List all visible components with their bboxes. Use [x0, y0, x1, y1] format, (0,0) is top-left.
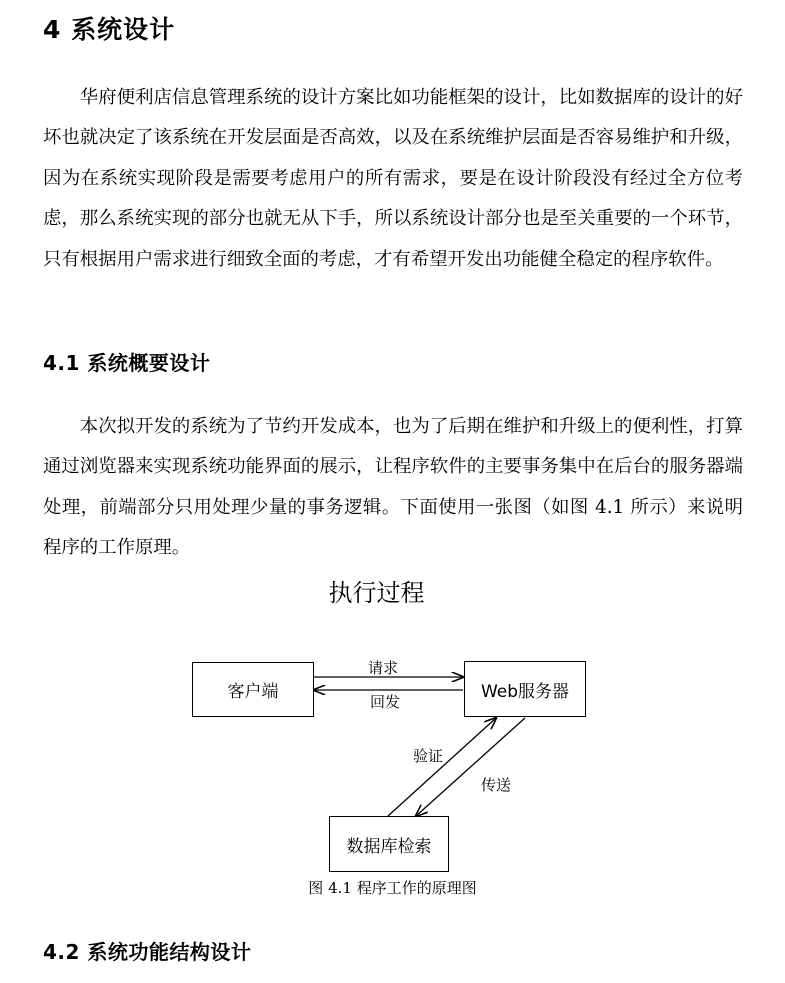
figure-caption: 图 4.1 程序工作的原理图	[308, 879, 477, 897]
subsection-heading-4-1: 4.1 系统概要设计	[43, 351, 211, 375]
web-server-box: Web服务器	[464, 661, 586, 717]
database-box: 数据库检索	[329, 816, 449, 872]
verify-label: 验证	[413, 747, 444, 765]
diagram-title: 执行过程	[328, 579, 425, 607]
request-label: 请求	[368, 659, 399, 677]
response-label: 回发	[370, 693, 401, 711]
overview-paragraph: 本次拟开发的系统为了节约开发成本，也为了后期在维护和升级上的便利性，打算通过浏览器来实现系统功能界面的展示，让程序软件的主要事务集中在后台的服务器端处理，前端部分只用处理少量的事务逻辑。下面使用一张图（如图 4.1 所示）来说明程序的工作原理。	[43, 416, 743, 559]
subsection-heading-4-2: 4.2 系统功能结构设计	[43, 940, 252, 964]
transfer-label: 传送	[481, 776, 512, 794]
section-heading: 4 系统设计	[43, 15, 176, 44]
transfer-arrow	[416, 718, 525, 816]
client-box: 客户端	[192, 662, 314, 717]
verify-arrow	[388, 718, 496, 816]
intro-paragraph: 华府便利店信息管理系统的设计方案比如功能框架的设计，比如数据库的设计的好坏也就决定了该系统在开发层面是否高效，以及在系统维护层面是否容易维护和升级，因为在系统实现阶段是需要考虑用户的所有需求，要是在设计阶段没有经过全方位考虑，那么系统实现的部分也就无从下手，所以系统设计部分也是至关重要的一个环节，只有根据用户需求进行细致全面的考虑，才有希望开发出功能健全稳定的程序软件。	[43, 87, 743, 270]
